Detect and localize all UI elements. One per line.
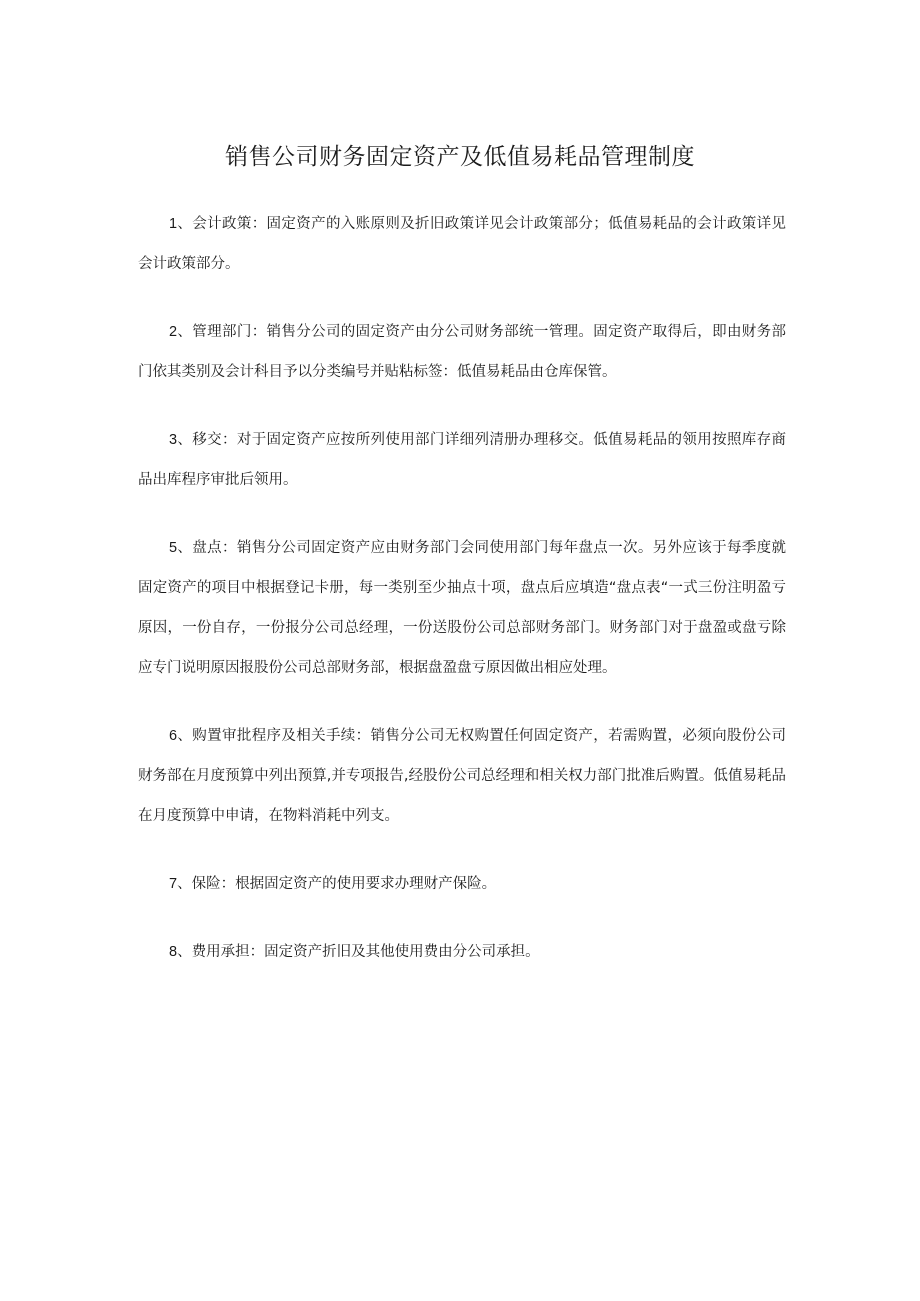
clause-5: [138, 528, 786, 688]
document-title: 销售公司财务固定资产及低值易耗品管理制度: [225, 144, 695, 170]
clause-number: 5: [169, 540, 178, 556]
clause-number: 2: [169, 324, 178, 340]
clause-number: 7: [169, 876, 178, 892]
clause-number: 6: [169, 728, 178, 744]
clause-3: [138, 420, 786, 500]
clause-number: 3: [169, 432, 178, 448]
clause-number: 8: [169, 944, 178, 960]
clause-8: [138, 932, 786, 972]
clause-7: [138, 864, 786, 904]
clause-number: 1: [169, 216, 178, 232]
clause-6: [138, 716, 786, 836]
clause-2: [138, 312, 786, 392]
clause-text: 、移交：对于固定资产应按所列使用部门详细列清册办理移交。低值易耗品的领用按照库存商品出库程序审批后领用。: [138, 432, 786, 488]
clause-1: [138, 204, 786, 284]
clause-list: [138, 204, 786, 1000]
clause-text: 、会计政策：固定资产的入账原则及折旧政策详见会计政策部分；低值易耗品的会计政策详见会计政策部分。: [138, 216, 786, 272]
clause-text: 、管理部门：销售分公司的固定资产由分公司财务部统一管理。固定资产取得后，即由财务部门依其类别及会计科目予以分类编号并贴粘标签：低值易耗品由仓库保管。: [138, 324, 786, 380]
clause-text: 、费用承担：固定资产折旧及其他使用费由分公司承担。: [177, 944, 540, 960]
clause-text: 、盘点：销售分公司固定资产应由财务部门会同使用部门每年盘点一次。另外应该于每季度就固定资产的项目中根据登记卡册，每一类别至少抽点十项，盘点后应填造“盘点表“一式三份注明盈亏原因，一份自存，一份报分公司总经理，一份送股份公司总部财务部门。财务部门对于盘盈或盘亏除应专门说明原因报股份公司总部财务部，根据盘盈盘亏原因做出相应处理。: [138, 540, 786, 676]
clause-text: 、保险：根据固定资产的使用要求办理财产保险。: [177, 876, 497, 892]
clause-text: 、购置审批程序及相关手续：销售分公司无权购置任何固定资产，若需购置，必须向股份公司财务部在月度预算中列出预算,并专项报告,经股份公司总经理和相关权力部门批准后购置。低值易耗品在月度预算中申请，在物料消耗中列支。: [138, 728, 786, 824]
